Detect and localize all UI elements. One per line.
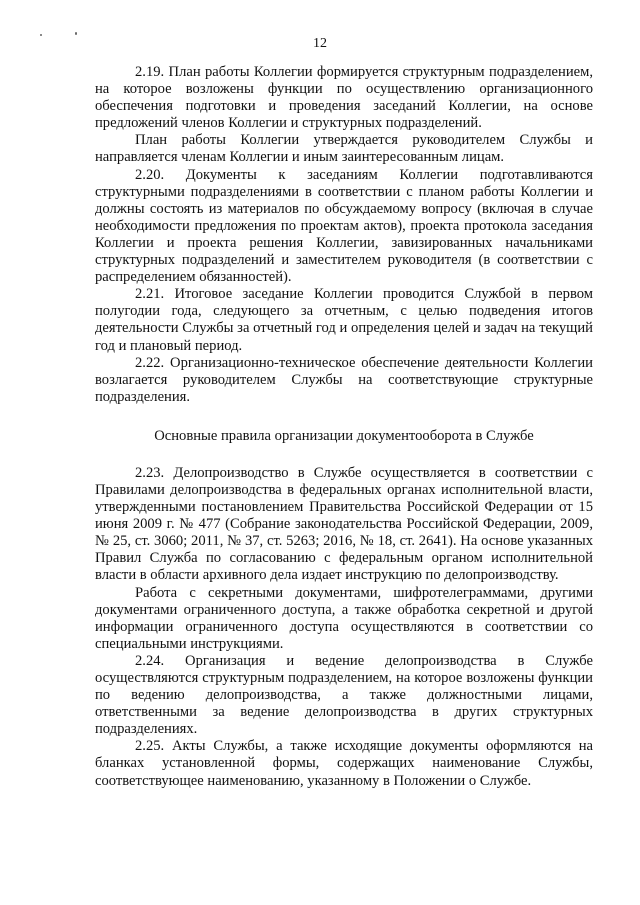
paragraph-2-25: 2.25. Акты Службы, а также исходящие документы оформляются на бланках установленной формы, содержащих наименование Службы, соответствующее наименованию, указанному в Положении о Службе. (95, 738, 593, 789)
page-number: 12 (313, 36, 327, 51)
scan-speck (75, 32, 77, 35)
section-heading: Основные правила организации документооборота в Службе (154, 427, 534, 444)
paragraph-2-24: 2.24. Организация и ведение делопроизводства в Службе осуществляются структурным подразделением, на которое возложены функции по ведению делопроизводства, а также должностными лицами, ответственными за ведение делопроизводства в других структурных подразделениях. (95, 652, 593, 738)
paragraph-2-20: 2.20. Документы к заседаниям Коллегии подготавливаются структурными подразделениями в соответствии с планом работы Коллегии и должны состоять из материалов по обсуждаемому вопросу (включая в случае необходимости предложения по проектам актов), проекта протокола заседания Коллегии и проекта решения Коллегии, завизированных начальниками структурных подразделений и заместителем руководителя (в соответствии с распределением обязанностей). (95, 166, 593, 286)
paragraph-2-19: 2.19. План работы Коллегии формируется структурным подразделением, на которое возложены функции по осуществлению организационного обеспечения подготовки и проведения заседаний Коллегии, на основе предложений членов Коллегии и структурных подразделений. (95, 64, 593, 132)
document-body (95, 64, 593, 790)
paragraph-2-19-cont: План работы Коллегии утверждается руководителем Службы и направляется членам Коллегии и иным заинтересованным лицам. (95, 132, 593, 166)
paragraph-2-21: 2.21. Итоговое заседание Коллегии проводится Службой в первом полугодии года, следующего за отчетным, с целью подведения итогов деятельности Службы за отчетный год и определения целей и задач на текущий год и плановый период. (95, 286, 593, 354)
paragraph-2-22: 2.22. Организационно-техническое обеспечение деятельности Коллегии возлагается руководителем Службы на соответствующие структурные подразделения. (95, 354, 593, 405)
paragraph-2-23-cont: Работа с секретными документами, шифротелеграммами, другими документами ограниченного доступа, а также обработка секретной и другой информации ограниченного доступа осуществляются в соответствии со специальными инструкциями. (95, 584, 593, 652)
paragraph-2-23: 2.23. Делопроизводство в Службе осуществляется в соответствии с Правилами делопроизводства в федеральных органах исполнительной власти, утвержденными постановлением Правительства Российской Федерации от 15 июня 2009 г. № 477 (Собрание законодательства Российской Федерации, 2009, № 25, ст. 3060; 2011, № 37, ст. 5263; 2016, № 18, ст. 2641). На основе указанных Правил Служба по согласованию с федеральным органом исполнительной власти в области архивного дела издает инструкцию по делопроизводству. (95, 464, 593, 584)
